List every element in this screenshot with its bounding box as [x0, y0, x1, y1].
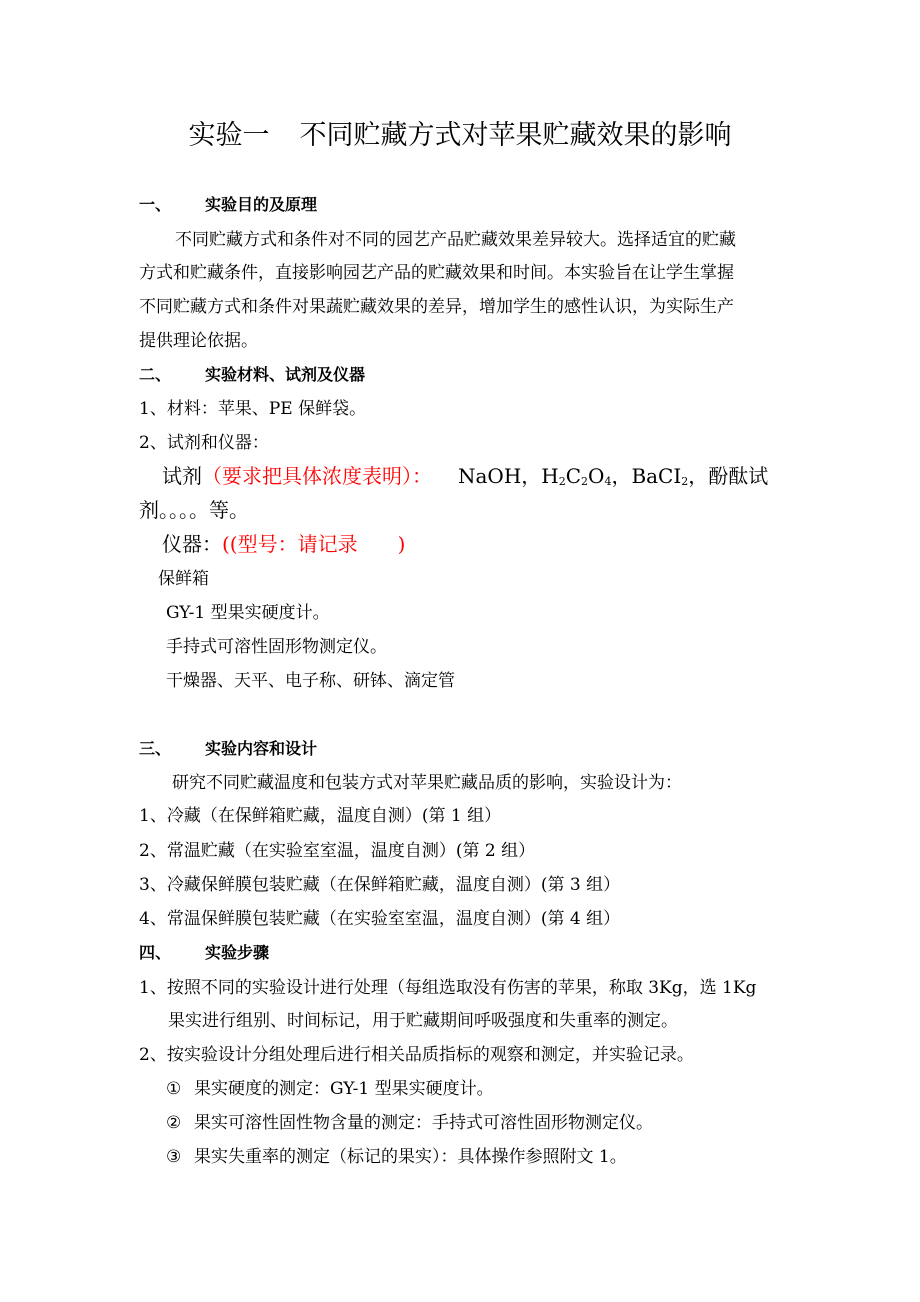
reagent-line: [162, 462, 768, 490]
reagent-rest: ，酚酞试: [688, 464, 769, 488]
reagent-c: C: [565, 464, 582, 488]
substep-mark: ①: [166, 1079, 182, 1099]
section1-number: 一、: [139, 195, 172, 214]
design-item: 3、冷藏保鲜膜包装贮藏（在保鲜箱贮藏，温度自测）(第 3 组）: [139, 875, 621, 895]
instrument-item: GY-1 型果实硬度计。: [166, 603, 330, 623]
substep: [166, 1112, 653, 1134]
substep: [166, 1146, 627, 1168]
step2-line: 2、按实验设计分组处理后进行相关品质指标的观察和测定，并实验记录。: [139, 1045, 694, 1065]
reagent-sep: ，: [611, 464, 632, 488]
substep-text: 果实可溶性固性物含量的测定：手持式可溶性固形物测定仪。: [194, 1113, 653, 1133]
section3-intro: 研究不同贮藏温度和包装方式对苹果贮藏品质的影响，实验设计为：: [172, 773, 682, 793]
substep-text: 果实硬度的测定：GY-1 型果实硬度计。: [194, 1079, 494, 1099]
section3-heading: [139, 738, 317, 760]
instrument-note: ((型号：请记录 ): [222, 532, 406, 556]
section4-number: 四、: [139, 943, 172, 962]
step1-line2: 果实进行组别、时间标记，用于贮藏期间呼吸强度和失重率的测定。: [168, 1011, 678, 1031]
section4-heading: [139, 942, 269, 964]
reagent-o-sub: 4: [604, 475, 612, 488]
reagent-label: 试剂: [162, 464, 202, 488]
reagent-h: H: [541, 464, 559, 488]
design-item: 4、常温保鲜膜包装贮藏（在实验室室温，温度自测）(第 4 组）: [139, 909, 621, 929]
reagent-c-sub: 2: [581, 475, 589, 488]
substep: [166, 1078, 494, 1100]
reagent-ba: BaCI: [631, 464, 682, 488]
title-part1: 实验一: [188, 120, 270, 151]
design-item: 1、冷藏（在保鲜箱贮藏，温度自测）(第 1 组）: [139, 806, 502, 826]
section3-title: 实验内容和设计: [205, 739, 318, 758]
section3-number: 三、: [139, 739, 172, 758]
substep-mark: ②: [166, 1113, 182, 1133]
instrument-line: [162, 530, 405, 558]
reagents-title: 2、试剂和仪器：: [139, 433, 269, 453]
title-part2: 不同贮藏方式对苹果贮藏效果的影响: [299, 120, 732, 151]
step1-line1: 1、按照不同的实验设计进行处理（每组选取没有伤害的苹果，称取 3Kg，选 1Kg: [139, 978, 757, 998]
instrument-item: 保鲜箱: [158, 569, 209, 589]
reagent-h-sub: 2: [558, 475, 566, 488]
instrument-item: 手持式可溶性固形物测定仪。: [166, 637, 387, 657]
design-item: 2、常温贮藏（在实验室室温，温度自测）(第 2 组）: [139, 841, 536, 861]
substep-text: 果实失重率的测定（标记的果实）：具体操作参照附文 1。: [194, 1147, 627, 1167]
section1-para-line: 提供理论依据。: [139, 331, 258, 351]
instrument-label: 仪器：: [162, 532, 222, 556]
section1-para-line: 方式和贮藏条件，直接影响园艺产品的贮藏效果和时间。本实验旨在让学生掌握: [139, 263, 734, 283]
reagent-o: O: [588, 464, 605, 488]
materials-line: 1、材料：苹果、PE 保鲜袋。: [139, 399, 367, 419]
instrument-item: 干燥器、天平、电子称、研钵、滴定管: [166, 671, 455, 691]
reagent-note: （要求把具体浓度表明）：: [202, 464, 432, 488]
section2-title: 实验材料、试剂及仪器: [205, 365, 366, 384]
section1-heading: [139, 194, 317, 216]
page-title: [0, 118, 920, 154]
reagent-ba-sub: 2: [681, 475, 689, 488]
section1-para-line: 不同贮藏方式和条件对果蔬贮藏效果的差异，增加学生的感性认识，为实际生产: [139, 297, 734, 317]
section1-title: 实验目的及原理: [205, 195, 318, 214]
reagent-naoh: NaOH，: [458, 464, 542, 488]
section4-title: 实验步骤: [205, 943, 270, 962]
section2-number: 二、: [139, 365, 172, 384]
substep-mark: ③: [166, 1147, 182, 1167]
reagent-line-2: 剂。。。。等。: [139, 498, 249, 522]
section2-heading: [139, 364, 365, 386]
section1-para-line: 不同贮藏方式和条件对不同的园艺产品贮藏效果差异较大。选择适宜的贮藏: [175, 230, 736, 250]
